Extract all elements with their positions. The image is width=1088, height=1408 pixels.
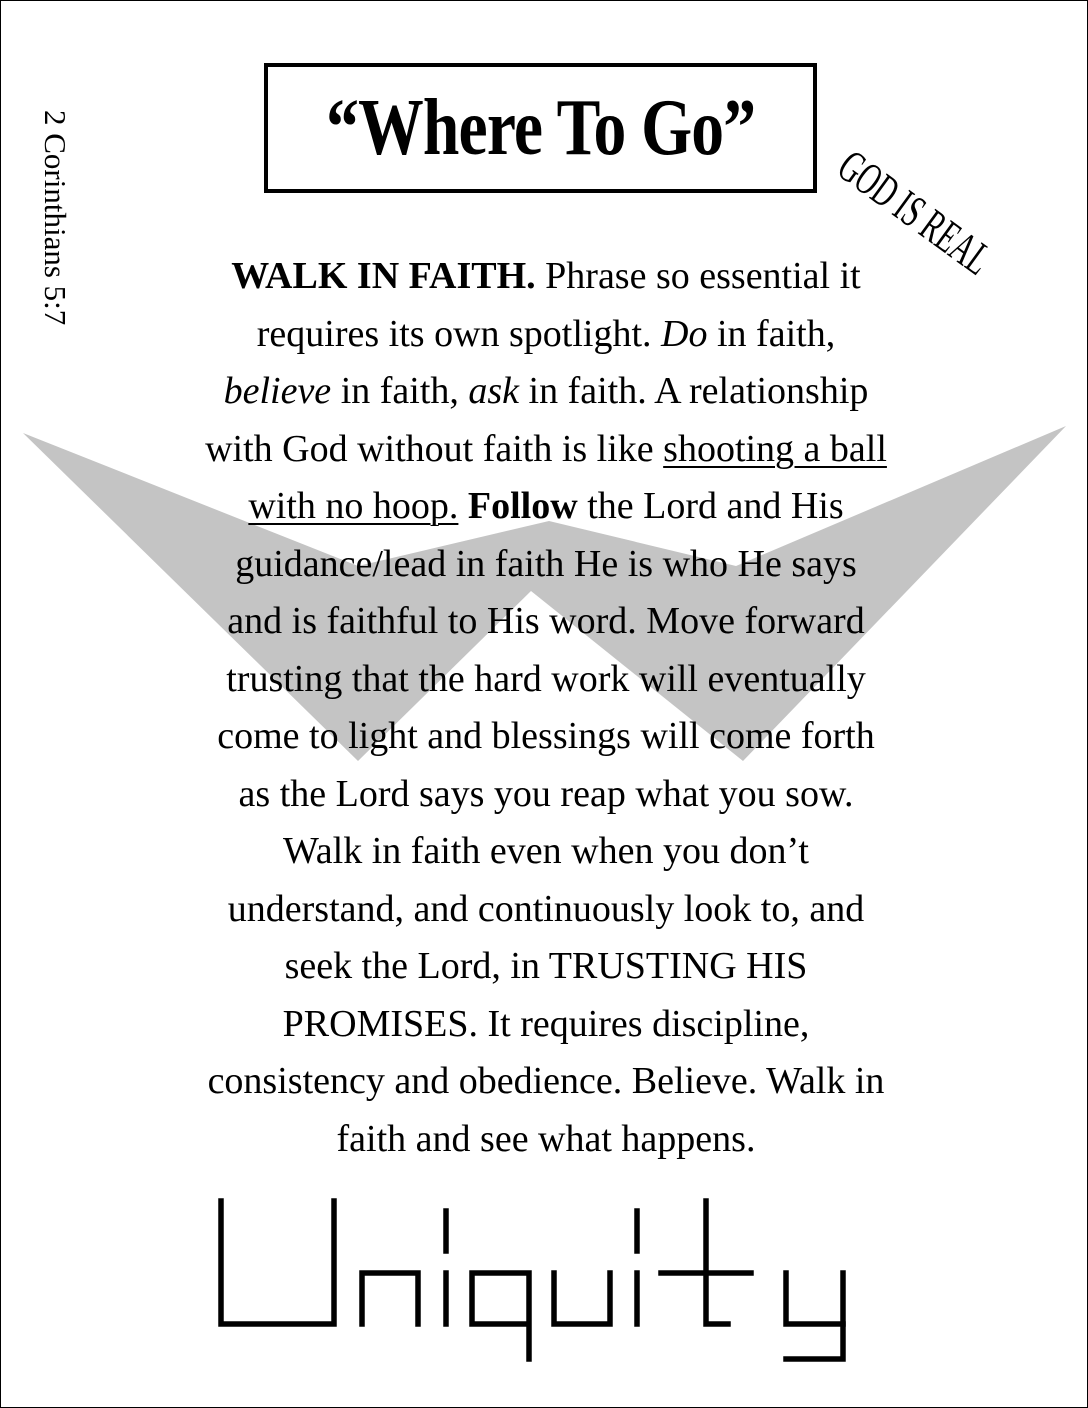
body-line: and is faithful to His word. Move forward — [227, 600, 865, 642]
emphasis-italic: ask — [468, 370, 520, 412]
body-line: Walk in faith even when you don’t — [282, 830, 809, 872]
body-line: consistency and obedience. Believe. Walk in — [207, 1060, 885, 1102]
emphasis-italic: believe — [223, 370, 332, 412]
body-line: with no hoop. Follow the Lord and His — [248, 485, 844, 527]
body-paragraph — [111, 248, 981, 1168]
body-line: with God without faith is like shooting a ball — [205, 427, 887, 470]
emphasis-bold: WALK IN FAITH. — [231, 255, 536, 297]
body-line: trusting that the hard work will eventually — [226, 657, 866, 700]
emphasis-italic: Do — [661, 312, 708, 355]
page-title: “Where To Go” — [325, 84, 756, 172]
god-is-real-stamp: GOD IS REAL — [829, 139, 1002, 285]
body-line: faith and see what happens. — [336, 1117, 756, 1160]
body-line: seek the Lord, in TRUSTING HIS — [284, 945, 808, 987]
body-line: as the Lord says you reap what you sow. — [238, 772, 854, 815]
body-line: believe in faith, ask in faith. A relationship — [223, 370, 869, 412]
verse-reference: 2 Corinthians 5:7 — [38, 110, 73, 326]
body-line: come to light and blessings will come forth — [217, 715, 875, 757]
emphasis-bold: Follow — [467, 485, 578, 527]
uniquity-logo — [206, 1191, 876, 1371]
body-line: understand, and continuously look to, and — [227, 887, 865, 930]
emphasis-underline: with no hoop. — [248, 485, 459, 527]
body-line: WALK IN FAITH. Phrase so essential it — [231, 255, 861, 297]
body-line: requires its own spotlight. Do in faith, — [256, 312, 836, 355]
emphasis-underline: shooting a ball — [663, 427, 887, 470]
body-line: guidance/lead in faith He is who He says — [235, 542, 857, 585]
body-line: PROMISES. It requires discipline, — [282, 1002, 810, 1045]
title-box — [264, 63, 817, 193]
